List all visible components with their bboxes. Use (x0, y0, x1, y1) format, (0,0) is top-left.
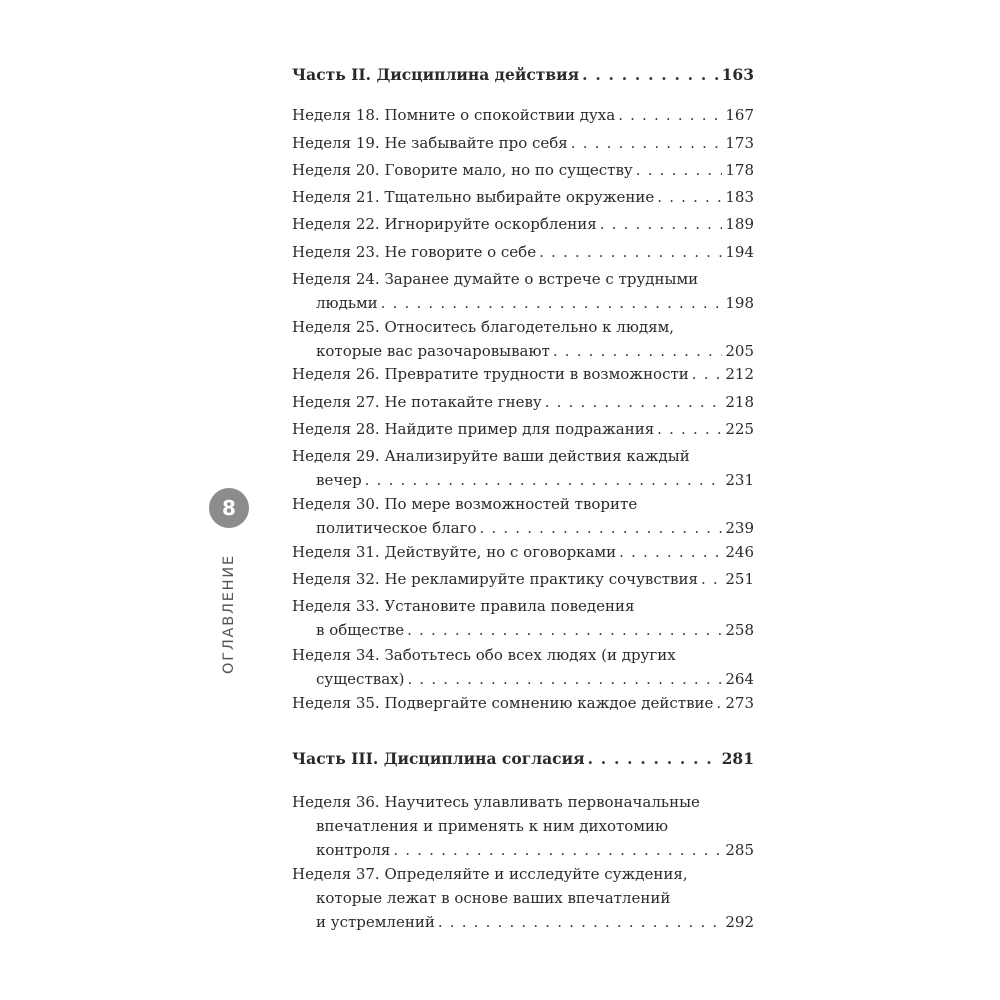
entry-title: Неделя 36. Научитесь улавливать первоначальные (292, 793, 700, 811)
toc-entry (292, 567, 754, 591)
entry-title: Неделя 28. Найдите пример для подражания (292, 420, 655, 438)
page-ref: 194 (725, 243, 754, 261)
section-side-label: ОГЛАВЛЕНИЕ (221, 553, 237, 675)
page-ref: 163 (721, 65, 754, 84)
entry-title: Неделя 24. Заранее думайте о встрече с трудными (292, 270, 699, 288)
toc-entry (292, 594, 754, 642)
page-number-badge: 8 (209, 488, 249, 528)
page-ref: 258 (725, 621, 754, 639)
toc-entry (292, 390, 754, 414)
part-heading (292, 63, 754, 87)
entry-title: Неделя 31. Действуйте, но с оговорками (292, 543, 617, 561)
page-ref: 251 (725, 570, 754, 588)
page-ref: 285 (725, 841, 754, 859)
toc-entry (292, 492, 754, 540)
entry-title: Неделя 33. Установите правила поведения (292, 597, 635, 615)
entry-title: Неделя 26. Превратите трудности в возможности (292, 365, 689, 383)
page-ref: 178 (725, 161, 754, 179)
entry-title: Неделя 32. Не рекламируйте практику сочувствия (292, 570, 698, 588)
toc-entry (292, 131, 754, 155)
entry-title: Неделя 30. По мере возможностей творите (292, 495, 638, 513)
entry-title: Неделя 25. Относитесь благодетельно к людям, (292, 318, 675, 336)
entry-title: Неделя 22. Игнорируйте оскорбления (292, 215, 597, 233)
toc-entry (292, 444, 754, 492)
toc-entry (292, 540, 754, 564)
page-ref: 189 (725, 215, 754, 233)
page-ref: 218 (725, 393, 754, 411)
page-ref: 273 (725, 694, 754, 712)
page-ref: 292 (725, 913, 754, 931)
entry-title: Неделя 19. Не забывайте про себя (292, 134, 568, 152)
entry-title: Неделя 37. Определяйте и исследуйте суждения, (292, 865, 688, 883)
toc-entry (292, 315, 754, 363)
entry-title: Неделя 27. Не потакайте гневу (292, 393, 542, 411)
entry-title: Неделя 21. Тщательно выбирайте окружение (292, 188, 655, 206)
entry-title: Неделя 34. Заботьтесь обо всех людях (и других (292, 646, 676, 664)
entry-title: Неделя 18. Помните о спокойствии духа (292, 106, 616, 124)
toc-entry (292, 691, 754, 715)
entry-title: Неделя 29. Анализируйте ваши действия каждый (292, 447, 690, 465)
entry-title: Неделя 20. Говорите мало, но по существу (292, 161, 633, 179)
page-ref: 198 (725, 294, 754, 312)
toc-entry (292, 417, 754, 441)
entry-title-cont: политическое благо (316, 519, 477, 537)
part-heading (292, 747, 754, 771)
page-ref: 239 (725, 519, 754, 537)
toc-entry (292, 267, 754, 315)
part-title: Часть II. Дисциплина действия (292, 65, 580, 84)
page-ref: 264 (725, 670, 754, 688)
entry-title-cont: впечатления и применять к ним дихотомию (316, 817, 669, 835)
toc-entry (292, 212, 754, 236)
page-ref: 183 (725, 188, 754, 206)
toc-entry (292, 103, 754, 127)
part-title: Часть III. Дисциплина согласия (292, 749, 585, 768)
entry-title-cont: контроля (316, 841, 391, 859)
toc-entry (292, 362, 754, 386)
entry-title-cont: людьми (316, 294, 378, 312)
page-ref: 212 (725, 365, 754, 383)
entry-title-cont: вечер (316, 471, 362, 489)
page-ref: 205 (725, 342, 754, 360)
entry-title-cont: которые вас разочаровывают (316, 342, 550, 360)
toc-entry (292, 185, 754, 209)
toc-entry (292, 790, 754, 862)
entry-title-cont: которые лежат в основе ваших впечатлений (316, 889, 671, 907)
entry-title: Неделя 23. Не говорите о себе (292, 243, 537, 261)
toc-entry (292, 158, 754, 182)
entry-title-cont: и устремлений (316, 913, 435, 931)
page-ref: 281 (721, 749, 754, 768)
entry-title: Неделя 35. Подвергайте сомнению каждое действие (292, 694, 714, 712)
toc-entry (292, 240, 754, 264)
page-ref: 173 (725, 134, 754, 152)
toc-entry (292, 862, 754, 934)
page-ref: 167 (725, 106, 754, 124)
toc-entry (292, 643, 754, 691)
page-ref: 246 (725, 543, 754, 561)
entry-title-cont: в обществе (316, 621, 405, 639)
entry-title-cont: существах) (316, 670, 405, 688)
page-ref: 225 (725, 420, 754, 438)
page-ref: 231 (725, 471, 754, 489)
